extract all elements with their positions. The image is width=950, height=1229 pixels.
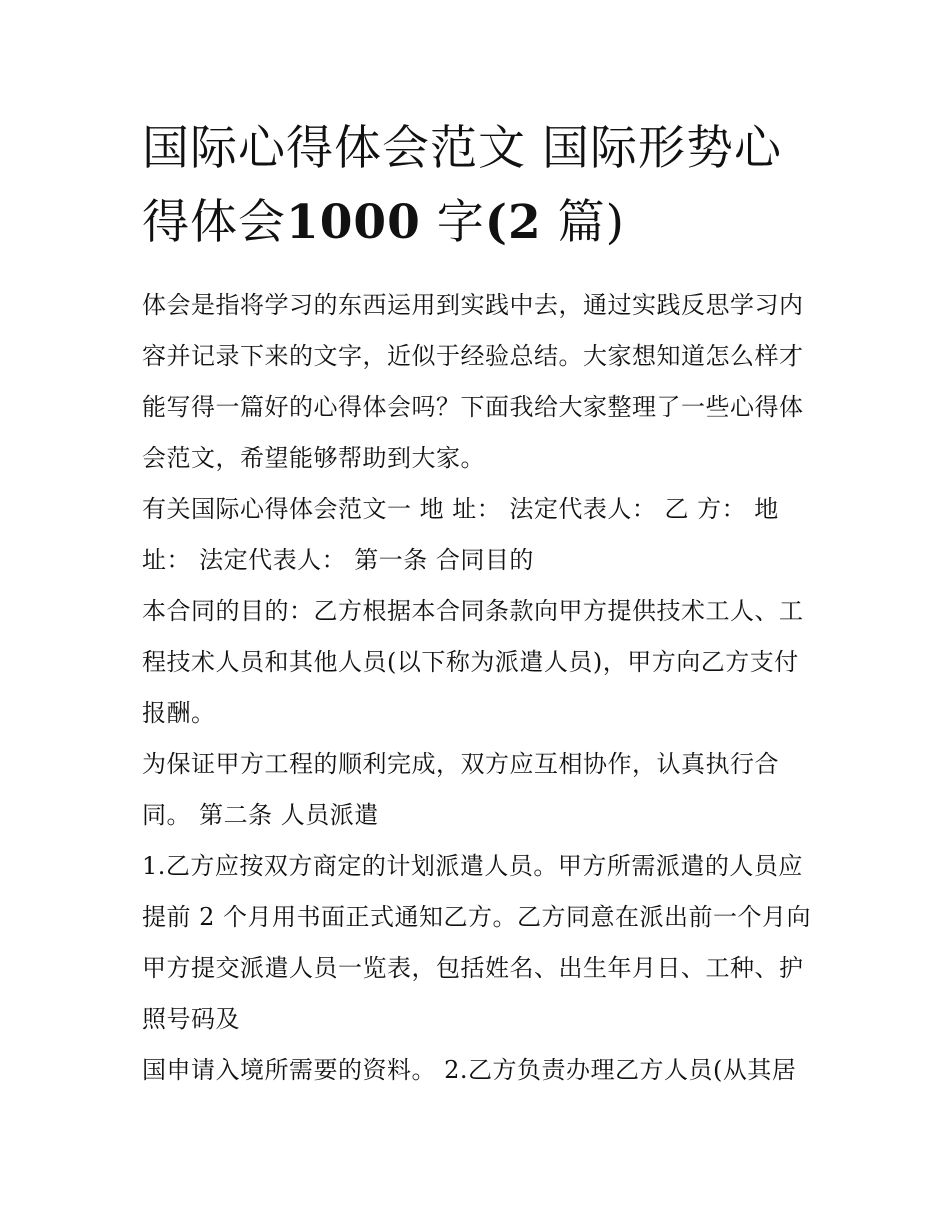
dispatch-clause-2-paragraph: 国申请入境所需要的资料。 2.乙方负责办理乙方人员(从其居 [142,1056,797,1084]
intro-paragraph: 体会是指将学习的东西运用到实践中去，通过实践反思学习内容并记录下来的文字，近似于经验总结。大家想知道怎么样才能写得一篇好的心得体会吗？下面我给大家整理了一些心得体会范文，希望能够帮助到大家。 [142,291,804,472]
title-unit: 字 [420,195,485,250]
document-body [142,112,814,1096]
document-title [142,112,814,260]
title-number: 1000 [286,195,421,250]
contract-purpose-paragraph: 本合同的目的：乙方根据本合同条款向甲方提供技术工人、工程技术人员和其他人员(以下称为派遣人员)，甲方向乙方支付报酬。 [142,597,804,727]
title-suffix: 篇) [541,195,625,250]
contract-parties-paragraph: 有关国际心得体会范文一 地 址： 法定代表人： 乙 方： 地址： 法定代表人： 第一条 合同目的 [142,495,779,574]
cooperation-paragraph: 为保证甲方工程的顺利完成，双方应互相协作，认真执行合同。 第二条 人员派遣 [142,750,779,829]
title-count: (2 [484,195,542,250]
title-text: 国际心得体会范文 国际形势心得体会 [142,121,782,250]
dispatch-clause-1-paragraph: 1.乙方应按双方商定的计划派遣人员。甲方所需派遣的人员应提前 2 个月用书面正式通知乙方。乙方同意在派出前一个月向甲方提交派遣人员一览表，包括姓名、出生年月日、工种、护照号码及 [142,852,812,1033]
